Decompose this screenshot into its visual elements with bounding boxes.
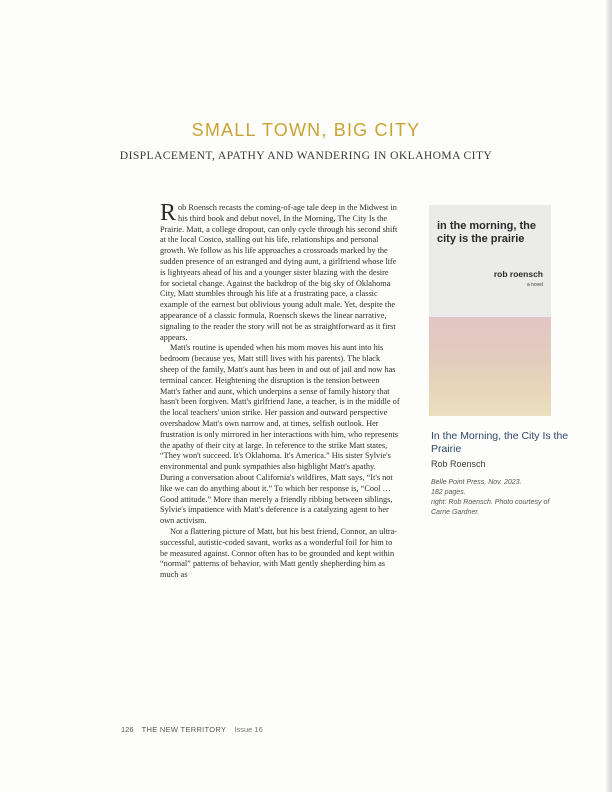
article-body	[160, 200, 400, 581]
page-edge-shadow	[606, 0, 612, 792]
article-title: SMALL TOWN, BIG CITY	[191, 120, 421, 140]
book-author: Rob Roensch	[431, 459, 486, 469]
issue-number: Issue 16	[234, 725, 263, 734]
paragraph-1-text: ob Roensch recasts the coming-of-age tale deep in the Midwest in his third book and debut novel, In the Morning, The City Is the Prairie. Matt, a college dropout, can only cycle through his second shift at the local Costco, stalling out his life, relationships and personal growth. We follow as his life approaches a crossroads marked by the sudden presence of an estranged and dying aunt, a girlfriend whose life is lightyears ahead of his and a younger sister blazing with the desire for societal change. Against the backdrop of the big sky of Oklahoma City, Matt stumbles through his life at a frustrating pace, a classic example of the earnest but oblivious young adult male. Yet, despite the appearance of a classic formula, Roensch skews the linear narrative, signaling to the reader the story will not be as straightforward as it first appears.	[160, 203, 398, 342]
paragraph-3: Not a flattering picture of Matt, but his best friend, Connor, an ultra-successful, autistic-coded savant, works as a wonderful foil for him to be measured against. Connor often has to be grounded and kept within “normal” patterns of behavior, with Matt gently shepherding him as much as	[160, 526, 398, 580]
book-publisher: Belle Point Press, Nov. 2023.	[431, 479, 522, 486]
page-number: 126	[121, 725, 134, 734]
paragraph-2: Matt's routine is upended when his mom moves his aunt into his bedroom (because yes, Matt still lives with his parents). The black sheep of the family, Matt's aunt has been in and out of jail and now has terminal cancer. Heightening the disruption is the tension between Matt's father and aunt, which underpins a sense of family history that hasn't been forgiven. Matt's girlfriend Jane, a teacher, is in the middle of the local teachers' union strike. Her passion and outward perspective overshadow Matt's own narrow and, at times, selfish outlook. Her frustration is only mirrored in her interactions with him, who represents the apathy of their city at large. In reference to the strike Matt states, “They won't succeed. It's Oklahoma. It's America.” His sister Sylvie's environmental and punk sympathies also highlight Matt's apathy. During a conversation about California's wildfires, Matt says, “It's not like we can do anything about it.” To which her response is, “Cool … Good attitude.” More than merely a friendly ribbing between siblings, Sylvie's impatience with Matt's deference is a catalyzing agent to her own activism.	[160, 343, 400, 526]
drop-cap: R	[160, 200, 177, 226]
book-meta	[431, 478, 561, 518]
magazine-name: THE NEW TERRITORY	[141, 725, 227, 734]
cover-subtitle: a novel	[526, 282, 543, 288]
book-cover-image	[429, 205, 551, 416]
photo-credit: right: Rob Roensch. Photo courtesy of Carrie Gardner.	[431, 499, 550, 516]
cover-author: rob roensch	[493, 269, 543, 279]
cover-gradient-art	[429, 317, 551, 416]
cover-title: in the morning, the city is the prairie	[437, 220, 536, 245]
paragraph-1	[160, 200, 400, 343]
book-title: In the Morning, the City Is the Prairie	[431, 430, 569, 455]
book-pages: 182 pages.	[431, 489, 466, 496]
article-subtitle: DISPLACEMENT, APATHY AND WANDERING IN OKLAHOMA CITY	[119, 149, 493, 162]
page-footer	[121, 725, 269, 734]
